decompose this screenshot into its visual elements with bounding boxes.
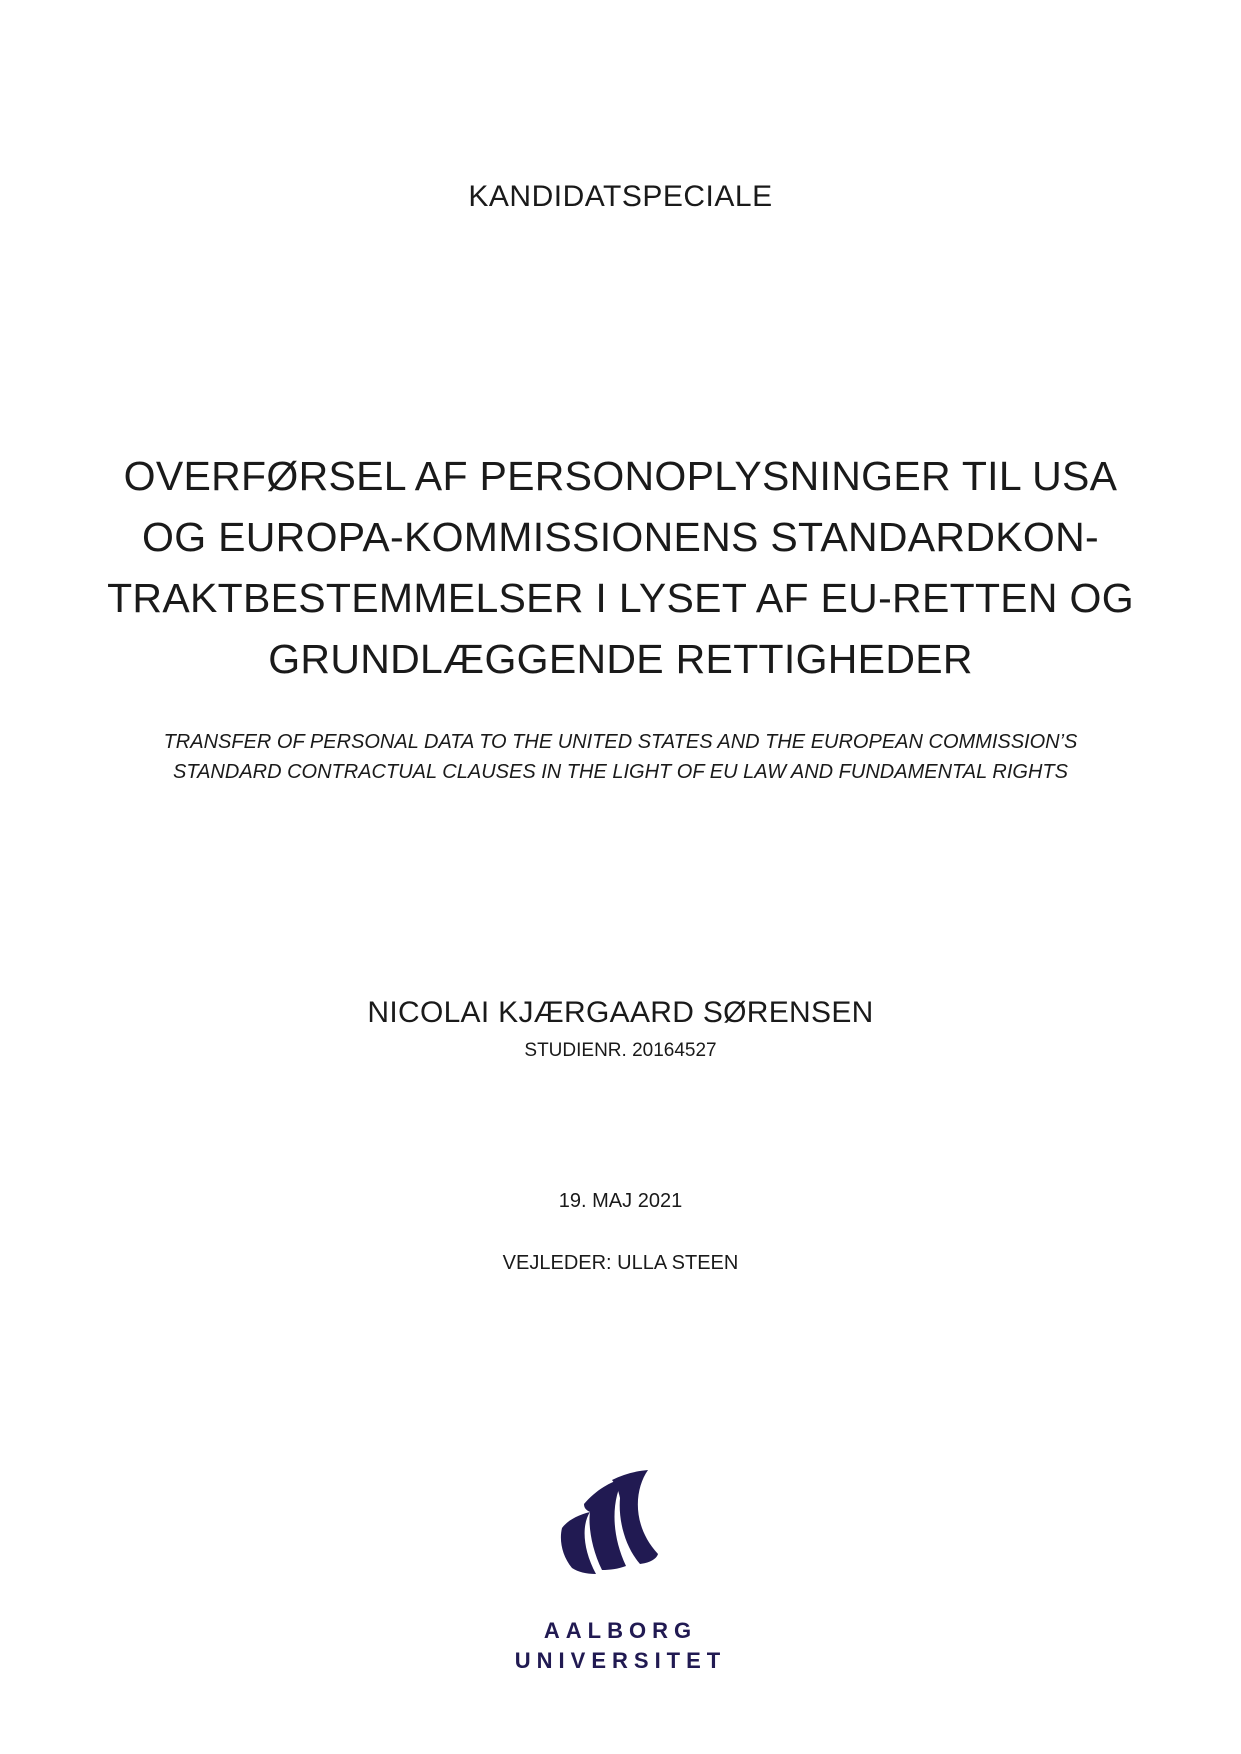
title-danish-line: OG EUROPA-KOMMISSIONENS STANDARDKON- [142, 514, 1099, 560]
document-type: KANDIDATSPECIALE [468, 180, 773, 213]
aalborg-university-wave-icon [560, 1470, 680, 1588]
title-english [0, 727, 1241, 787]
author-name: NICOLAI KJÆRGAARD SØRENSEN [367, 996, 874, 1029]
title-danish-line: GRUNDLÆGGENDE RETTIGHEDER [268, 636, 973, 682]
submission-date: 19. MAJ 2021 [558, 1190, 683, 1212]
title-danish-line: OVERFØRSEL AF PERSONOPLYSNINGER TIL USA [123, 453, 1118, 499]
title-english-line: TRANSFER OF PERSONAL DATA TO THE UNITED STATES AND THE EUROPEAN COMMISSION’S [163, 731, 1078, 753]
university-name [0, 1616, 1241, 1676]
student-number: STUDIENR. 20164527 [524, 1040, 717, 1061]
title-danish-line: TRAKTBESTEMMELSER I LYSET AF EU-RETTEN OG [107, 575, 1134, 621]
university-name-line: AALBORG [543, 1618, 698, 1643]
title-danish [0, 446, 1241, 690]
supervisor: VEJLEDER: ULLA STEEN [502, 1252, 739, 1274]
university-name-line: UNIVERSITET [514, 1648, 727, 1673]
title-english-line: STANDARD CONTRACTUAL CLAUSES IN THE LIGHT OF EU LAW AND FUNDAMENTAL RIGHTS [173, 761, 1068, 783]
